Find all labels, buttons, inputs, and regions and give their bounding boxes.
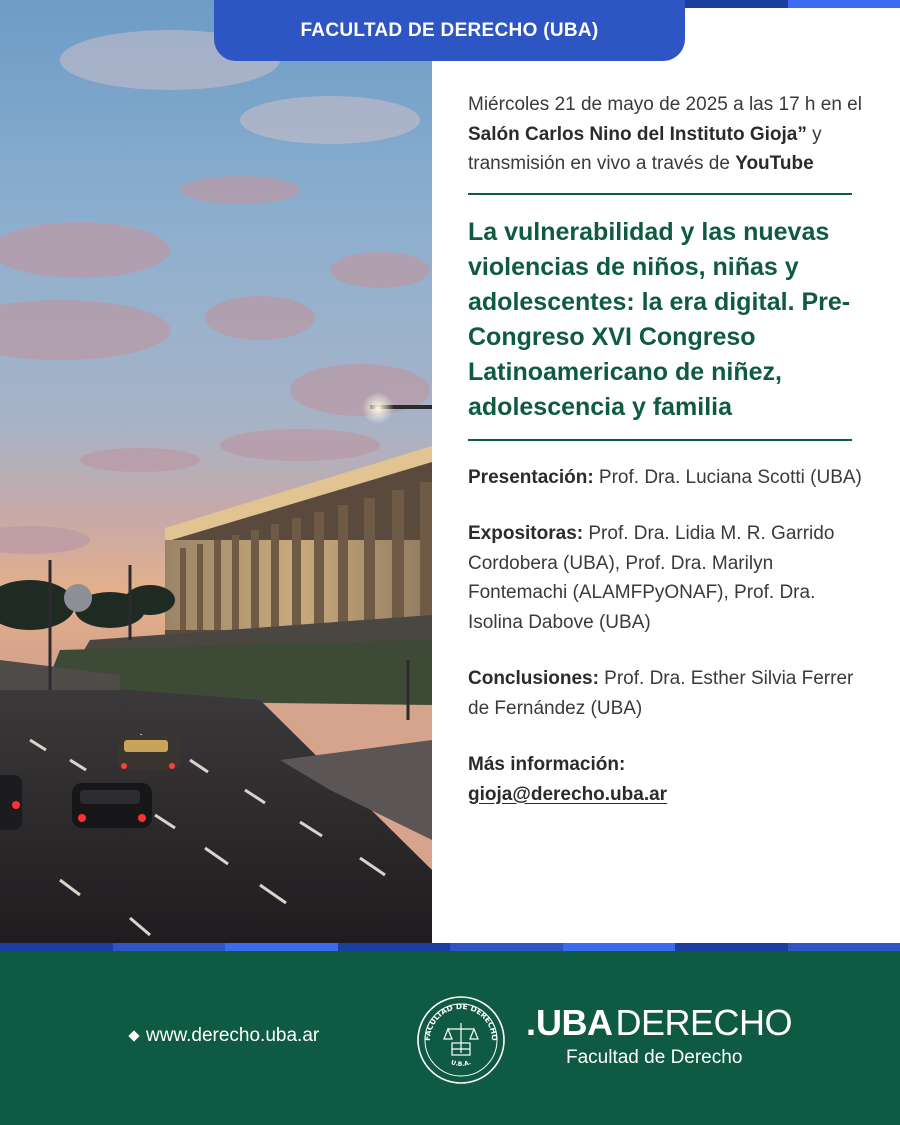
svg-text:U.B.A. — [450, 1059, 472, 1068]
photo-illustration — [0, 0, 432, 943]
conclusions-text: Prof. Dra. Esther Silvia Ferrer de Fernández (UBA) — [468, 668, 854, 719]
stripe-segment — [0, 943, 113, 951]
presentation-text: Prof. Dra. Luciana Scotti (UBA) — [593, 466, 862, 488]
event-venue: Salón Carlos Nino del Instituto Gioja” — [468, 123, 807, 145]
brand-uba: UBA — [536, 1002, 613, 1043]
divider — [468, 193, 852, 195]
presentation-label: Presentación: — [468, 466, 594, 488]
seal-text-top: FACULTAD DE DERECHO — [422, 1001, 500, 1042]
event-title: La vulnerabilidad y las nuevas violencias de niños, niñas y adolescentes: la era digital. Pre-Congreso XVI Congreso Latinoamericano de niñez, adolescencia y familia — [468, 217, 851, 421]
brand-derecho: DERECHO — [615, 1002, 793, 1043]
stripe-segment — [225, 943, 338, 951]
event-date-time: Miércoles 21 de mayo de 2025 a las 17 h en el — [468, 94, 862, 115]
event-platform: YouTube — [735, 153, 814, 174]
diamond-bullet-icon — [128, 1030, 139, 1041]
event-details — [468, 90, 868, 179]
seal-text-bottom: U.B.A. — [450, 1059, 472, 1068]
footer — [0, 951, 900, 1125]
brand-dot: . — [526, 1002, 537, 1043]
more-info-block — [468, 750, 868, 809]
content-column — [468, 90, 868, 809]
stripe-segment — [113, 943, 226, 951]
conclusions-block — [468, 664, 868, 723]
website-text: www.derecho.uba.ar — [146, 1025, 320, 1046]
speakers-text: Prof. Dra. Lidia M. R. Garrido Cordobera (UBA), Prof. Dra. Marilyn Fontemachi (ALAMFPyONAF), Prof. Dra. Isolina Dabove (UBA) — [468, 523, 835, 633]
stripe-segment — [675, 943, 788, 951]
speakers-block — [468, 519, 868, 637]
website-link[interactable] — [130, 1025, 319, 1047]
event-broadcast: y transmisión en vivo a través de — [468, 123, 822, 174]
stripe-segment — [788, 0, 900, 8]
building-photo — [0, 0, 432, 943]
contact-email-link[interactable]: gioja@derecho.uba.ar — [468, 783, 668, 805]
brand-subtitle: Facultad de Derecho — [566, 1047, 743, 1068]
header-label: FACULTAD DE DERECHO (UBA) — [300, 19, 599, 41]
stripe-segment — [450, 943, 563, 951]
stripe-segment — [788, 943, 900, 951]
faculty-seal-icon — [416, 995, 506, 1085]
stripe-segment — [563, 943, 676, 951]
stripe-segment — [338, 943, 451, 951]
bottom-color-stripe — [0, 943, 900, 951]
divider — [468, 439, 852, 441]
stripe-segment — [675, 0, 788, 8]
speakers-label: Expositoras: — [468, 523, 584, 544]
header-tab — [214, 0, 685, 61]
uba-derecho-logo — [526, 1002, 793, 1069]
conclusions-label: Conclusiones: — [468, 668, 599, 689]
more-info-label: Más información: — [468, 754, 626, 775]
presentation-block — [468, 463, 868, 493]
